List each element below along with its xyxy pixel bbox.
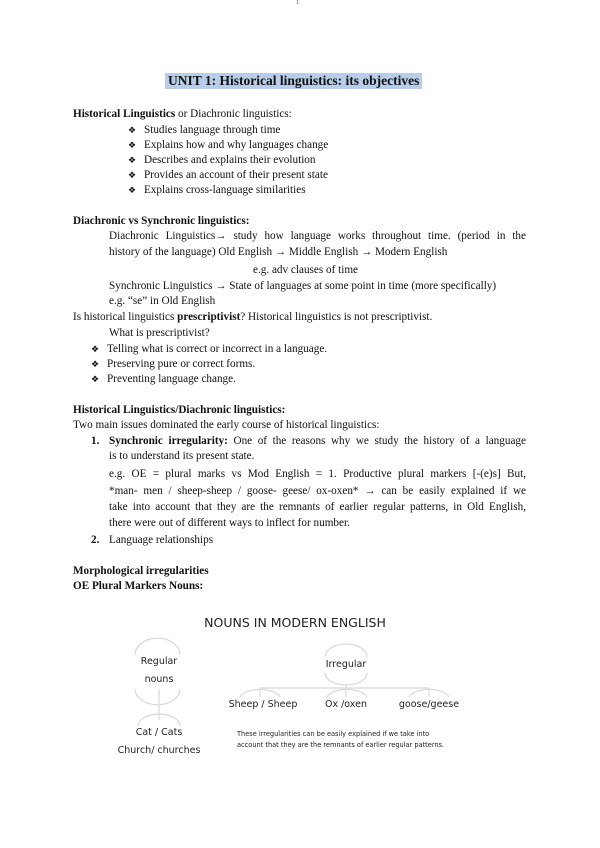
list-item-text: Provides an account of their present state — [144, 169, 328, 181]
item1-bold: Synchronic irregularity: — [109, 435, 228, 447]
paragraph-line: Diachronic Linguistics→ study how language works throughout time. (period in the — [109, 230, 526, 242]
item1-line — [109, 435, 526, 447]
diamond-bullet-icon: ❖ — [128, 171, 137, 181]
regular-example-2: Church/ churches — [117, 745, 201, 756]
paragraph-line: What is prescriptivist? — [109, 327, 210, 339]
nouns-diagram — [117, 605, 460, 765]
diamond-bullet-icon: ❖ — [128, 126, 137, 136]
diagram-note-line1: These irregularities can be easily explained if we take into — [237, 730, 430, 738]
regular-label-line1: Regular — [140, 656, 178, 667]
item1-rest: One of the reasons why we study the history of a language — [227, 435, 526, 447]
diamond-bullet-icon: ❖ — [91, 360, 100, 370]
paragraph-line: there were out of different ways to inflect for number. — [109, 517, 350, 529]
irregular-example-arc-2 — [327, 689, 367, 697]
regular-example-1: Cat / Cats — [135, 727, 183, 738]
regular-label-line2: nouns — [144, 674, 174, 685]
diamond-bullet-icon: ❖ — [128, 186, 137, 196]
diagram-note-line2: account that they are the remnants of earlier regular patterns. — [237, 741, 445, 749]
section3-heading: Historical Linguistics/Diachronic linguistics: — [73, 404, 286, 416]
list-item — [128, 184, 306, 196]
paragraph-line: Two main issues dominated the early course of historical linguistics: — [73, 419, 380, 431]
list-item — [91, 358, 255, 370]
list-item — [91, 343, 327, 355]
regular-arc-top — [135, 638, 180, 655]
irregular-example-1: Sheep / Sheep — [228, 699, 298, 710]
list-item-text: Explains how and why languages change — [144, 139, 329, 151]
list-item — [128, 124, 280, 136]
paragraph-line: e.g. adv clauses of time — [253, 264, 359, 276]
paragraph-line: Synchronic Linguistics → State of languages at some point in time (more specifically) — [109, 280, 497, 292]
list-item — [91, 373, 236, 385]
section1-heading-bold: Historical Linguistics — [73, 108, 176, 120]
diamond-bullet-icon: ❖ — [91, 345, 100, 355]
paragraph-line: is to understand its present state. — [109, 450, 255, 462]
page-number: 1 — [296, 0, 299, 6]
irregular-arc-top — [325, 644, 367, 657]
question-line — [73, 311, 432, 323]
item2-text: Language relationships — [109, 534, 214, 546]
diagram-title: NOUNS IN MODERN ENGLISH — [204, 615, 386, 630]
regular-arc-bottom — [135, 689, 180, 705]
list-item — [128, 154, 316, 166]
section4-subheading: OE Plural Markers Nouns: — [73, 580, 204, 592]
irregular-example-2: Ox /oxen — [324, 699, 368, 710]
section1-heading-rest: or Diachronic linguistics: — [175, 108, 292, 120]
list-item-text: Studies language through time — [144, 124, 281, 136]
section2-heading: Diachronic vs Synchronic linguistics: — [73, 215, 250, 227]
list-item-text: Preventing language change. — [107, 373, 236, 385]
section4-heading: Morphological irregularities — [73, 565, 209, 577]
question-bold: prescriptivist — [177, 311, 241, 323]
list-item-text: Telling what is correct or incorrect in a language. — [107, 343, 328, 355]
paragraph-line: take into account that they are the remnants of earlier regular patterns, in Old English, — [109, 501, 526, 513]
diamond-bullet-icon: ❖ — [91, 375, 100, 385]
paragraph-line: e.g. OE = plural marks vs Mod English = 1. Productive plural markers [-(e)s] But, — [109, 468, 526, 480]
list-item-text: Describes and explains their evolution — [144, 154, 316, 166]
paragraph-line: e.g. “se” in Old English — [109, 295, 216, 307]
item2-number: 2. — [91, 534, 100, 546]
page-title: UNIT 1: Historical linguistics: its objectives — [165, 73, 422, 89]
item1-number: 1. — [91, 435, 100, 447]
irregular-example-3: goose/geese — [398, 699, 460, 710]
diamond-bullet-icon: ❖ — [128, 141, 137, 151]
section1-heading — [73, 108, 292, 120]
irregular-arc-bottom — [325, 673, 367, 685]
irregular-label: Irregular — [325, 659, 367, 670]
list-item-text: Explains cross-language similarities — [144, 184, 306, 196]
list-item — [128, 169, 328, 181]
paragraph-line: *man- men / sheep-sheep / goose- geese/ ox-oxen* → can be easily explained if we — [109, 485, 526, 497]
list-item — [128, 139, 328, 151]
question-post: ? Historical linguistics is not prescriptivist. — [240, 311, 433, 323]
list-item-text: Preserving pure or correct forms. — [107, 358, 256, 370]
diamond-bullet-icon: ❖ — [128, 156, 137, 166]
paragraph-line: history of the language) Old English → Middle English → Modern English — [109, 246, 448, 258]
question-pre: Is historical linguistics — [73, 311, 178, 323]
